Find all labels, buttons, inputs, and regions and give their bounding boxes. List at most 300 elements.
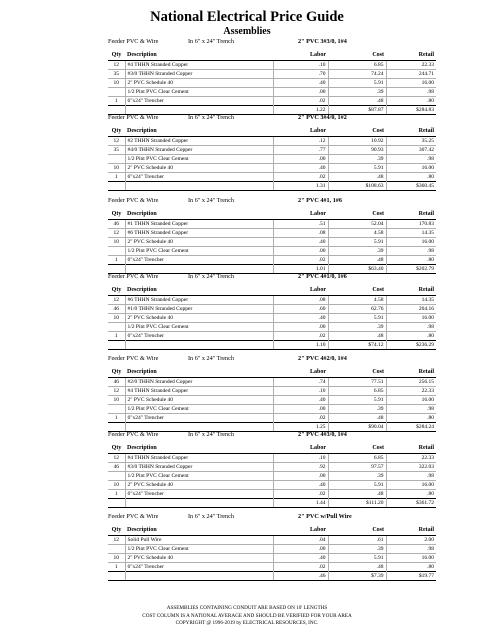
- cell-qty: 12: [108, 137, 125, 146]
- table-row: [108, 155, 488, 164]
- cell-qty: 10: [108, 396, 125, 405]
- table-row: [108, 554, 488, 563]
- cell-desc: 6"x24" Trencher: [125, 414, 273, 423]
- cell-desc: 1/2 Pint PVC Clear Cement: [125, 323, 273, 332]
- table-row: [108, 454, 488, 463]
- assembly-table: [108, 524, 488, 581]
- cell-retail: 170.83: [386, 220, 436, 229]
- cell-cost: .48: [328, 563, 386, 572]
- row-spacer: [436, 146, 488, 155]
- row-spacer: [436, 387, 488, 396]
- cell-desc: 1/2 Pint PVC Clear Cement: [125, 155, 273, 164]
- cell-retail: 16.00: [386, 238, 436, 247]
- total-cost: $108.63: [328, 182, 386, 191]
- cell-qty: 12: [108, 387, 125, 396]
- cell-cost: 6.85: [328, 61, 386, 70]
- cell-labor: .00: [273, 472, 328, 481]
- cell-retail: .98: [386, 472, 436, 481]
- cell-retail: 22.33: [386, 454, 436, 463]
- cell-cost: 5.91: [328, 238, 386, 247]
- footer-line: ASSEMBLIES CONTAINING CONDUIT ARE BASED ON 10' LENGTHS: [166, 605, 328, 611]
- table-row: [108, 88, 488, 97]
- cell-labor: .02: [273, 563, 328, 572]
- cell-qty: 12: [108, 536, 125, 545]
- cell-qty: 10: [108, 164, 125, 173]
- table-row: [108, 305, 488, 314]
- cell-retail: .98: [386, 88, 436, 97]
- table-row: [108, 536, 488, 545]
- table-row: [108, 378, 488, 387]
- total-blank: [125, 182, 273, 191]
- table-header-row: [108, 442, 488, 454]
- assembly-table: [108, 284, 488, 350]
- footer-line: COST COLUMN IS A NATIONAL AVERAGE AND SHOULD BE VERIFIED FOR YOUR AREA: [142, 612, 352, 619]
- assembly-table: [108, 125, 488, 191]
- cell-qty: 1: [108, 490, 125, 499]
- column-header-labor: Labor: [273, 208, 328, 220]
- total-labor: 1.31: [273, 182, 328, 191]
- cell-desc: #4 THHN Stranded Copper: [125, 454, 273, 463]
- column-header-desc: Description: [125, 366, 273, 378]
- cell-labor: .08: [273, 229, 328, 238]
- cell-labor: .10: [273, 454, 328, 463]
- table-row: [108, 472, 488, 481]
- total-row: [108, 341, 488, 350]
- column-spacer: [436, 125, 488, 137]
- cell-qty: 10: [108, 481, 125, 490]
- cell-labor: .70: [273, 70, 328, 79]
- cell-retail: 16.00: [386, 314, 436, 323]
- total-cost: $7.39: [328, 572, 386, 581]
- cell-qty: [108, 155, 125, 164]
- row-spacer: [436, 305, 488, 314]
- cell-cost: 5.91: [328, 164, 386, 173]
- total-cost: $90.04: [328, 423, 386, 432]
- cell-desc: #4 THHN Stranded Copper: [125, 387, 273, 396]
- table-header-row: [108, 366, 488, 378]
- column-header-labor: Labor: [273, 49, 328, 61]
- total-row: [108, 499, 488, 508]
- total-labor: .46: [273, 572, 328, 581]
- table-row: [108, 545, 488, 554]
- cell-cost: 5.91: [328, 481, 386, 490]
- section-pipe: 2" PVC 3#3/0, 1#4: [298, 38, 347, 45]
- cell-desc: #2 THHN Stranded Copper: [125, 137, 273, 146]
- column-header-labor: Labor: [273, 284, 328, 296]
- cell-retail: 322.03: [386, 463, 436, 472]
- row-spacer: [436, 164, 488, 173]
- total-spacer: [436, 182, 488, 191]
- cell-labor: .77: [273, 146, 328, 155]
- cell-cost: 74.24: [328, 70, 386, 79]
- cell-cost: 5.91: [328, 554, 386, 563]
- total-retail: $236.29: [386, 341, 436, 350]
- cell-desc: 6"x24" Trencher: [125, 173, 273, 182]
- section-name: Feeder PVC & Wire: [108, 355, 159, 362]
- row-spacer: [436, 238, 488, 247]
- row-spacer: [436, 378, 488, 387]
- cell-cost: .48: [328, 414, 386, 423]
- cell-desc: 1/2 Pint PVC Clear Cement: [125, 405, 273, 414]
- table-row: [108, 396, 488, 405]
- cell-labor: .12: [273, 137, 328, 146]
- cell-cost: 77.51: [328, 378, 386, 387]
- table-row: [108, 563, 488, 572]
- cell-cost: 97.57: [328, 463, 386, 472]
- row-spacer: [436, 155, 488, 164]
- cell-desc: #6 THHN Stranded Copper: [125, 296, 273, 305]
- cell-labor: .00: [273, 323, 328, 332]
- table-header-row: [108, 49, 488, 61]
- cell-labor: .40: [273, 481, 328, 490]
- section-pipe: 2" PVC 3#4/0, 1#2: [298, 114, 347, 121]
- table-row: [108, 238, 488, 247]
- column-header-labor: Labor: [273, 125, 328, 137]
- cell-cost: .61: [328, 536, 386, 545]
- cell-qty: [108, 545, 125, 554]
- cell-labor: .40: [273, 164, 328, 173]
- section-pipe: 2" PVC 4#1/0, 1#6: [298, 273, 347, 280]
- table-row: [108, 332, 488, 341]
- cell-desc: #3/0 THHN Stranded Copper: [125, 463, 273, 472]
- cell-labor: .74: [273, 378, 328, 387]
- cell-qty: 1: [108, 563, 125, 572]
- row-spacer: [436, 536, 488, 545]
- total-blank: [108, 499, 125, 508]
- cell-retail: 204.16: [386, 305, 436, 314]
- cell-desc: Solid Pull Wire: [125, 536, 273, 545]
- total-blank: [108, 341, 125, 350]
- column-header-retail: Retail: [386, 366, 436, 378]
- total-retail: $284.83: [386, 106, 436, 115]
- column-header-desc: Description: [125, 49, 273, 61]
- cell-cost: 52.04: [328, 220, 386, 229]
- cell-cost: .39: [328, 472, 386, 481]
- table-row: [108, 414, 488, 423]
- cell-cost: 62.76: [328, 305, 386, 314]
- cell-retail: .80: [386, 332, 436, 341]
- total-blank: [125, 499, 273, 508]
- section-name: Feeder PVC & Wire: [108, 273, 159, 280]
- table-header-row: [108, 125, 488, 137]
- cell-cost: 5.91: [328, 396, 386, 405]
- column-header-retail: Retail: [386, 49, 436, 61]
- cell-labor: .40: [273, 554, 328, 563]
- cell-retail: 35.25: [386, 137, 436, 146]
- column-header-retail: Retail: [386, 442, 436, 454]
- cell-labor: .92: [273, 463, 328, 472]
- row-spacer: [436, 405, 488, 414]
- footer-line: COPYRIGHT @ 1996-2019 by ELECTRICAL RESOURCES, INC.: [175, 620, 319, 626]
- cell-cost: 5.91: [328, 79, 386, 88]
- row-spacer: [436, 314, 488, 323]
- column-header-retail: Retail: [386, 524, 436, 536]
- section-trench: In 6" x 24" Trench: [188, 431, 234, 438]
- total-spacer: [436, 499, 488, 508]
- cell-retail: 307.42: [386, 146, 436, 155]
- row-spacer: [436, 220, 488, 229]
- column-header-cost: Cost: [328, 366, 386, 378]
- cell-qty: 1: [108, 173, 125, 182]
- row-spacer: [436, 454, 488, 463]
- cell-cost: .48: [328, 256, 386, 265]
- section-pipe: 2" PVC 4#3/0, 1#4: [298, 431, 347, 438]
- cell-cost: .39: [328, 545, 386, 554]
- cell-cost: .39: [328, 405, 386, 414]
- table-row: [108, 70, 488, 79]
- cell-labor: .02: [273, 414, 328, 423]
- column-spacer: [436, 442, 488, 454]
- cell-cost: 6.85: [328, 387, 386, 396]
- row-spacer: [436, 414, 488, 423]
- section-name: Feeder PVC & Wire: [108, 114, 159, 121]
- total-blank: [108, 182, 125, 191]
- cell-qty: 12: [108, 296, 125, 305]
- cell-desc: 2" PVC Schedule 40: [125, 554, 273, 563]
- section-trench: In 6" x 24" Trench: [188, 114, 234, 121]
- cell-qty: 10: [108, 238, 125, 247]
- cell-retail: 256.15: [386, 378, 436, 387]
- cell-labor: .00: [273, 247, 328, 256]
- cell-qty: 12: [108, 61, 125, 70]
- table-row: [108, 387, 488, 396]
- total-cost: $74.12: [328, 341, 386, 350]
- cell-cost: .39: [328, 323, 386, 332]
- column-header-labor: Labor: [273, 442, 328, 454]
- cell-labor: .02: [273, 97, 328, 106]
- assembly-table: [108, 442, 488, 508]
- cell-qty: 12: [108, 454, 125, 463]
- assembly-table: [108, 49, 488, 115]
- document-subtitle: Assemblies: [223, 26, 271, 37]
- section-heading: [108, 272, 488, 282]
- table-row: [108, 61, 488, 70]
- column-spacer: [436, 524, 488, 536]
- cell-desc: 6"x24" Trencher: [125, 490, 273, 499]
- cell-retail: .98: [386, 405, 436, 414]
- cell-desc: 1/2 Pint PVC Clear Cement: [125, 545, 273, 554]
- cell-desc: 2" PVC Schedule 40: [125, 164, 273, 173]
- row-spacer: [436, 247, 488, 256]
- cell-labor: .40: [273, 238, 328, 247]
- table-row: [108, 481, 488, 490]
- cell-labor: .02: [273, 173, 328, 182]
- total-retail: $361.72: [386, 499, 436, 508]
- cell-retail: 14.35: [386, 296, 436, 305]
- column-header-labor: Labor: [273, 524, 328, 536]
- column-header-desc: Description: [125, 208, 273, 220]
- cell-labor: .10: [273, 61, 328, 70]
- cell-qty: [108, 472, 125, 481]
- cell-labor: .04: [273, 536, 328, 545]
- document-title: National Electrical Price Guide: [150, 9, 344, 25]
- cell-retail: .98: [386, 247, 436, 256]
- cell-labor: .40: [273, 79, 328, 88]
- column-spacer: [436, 284, 488, 296]
- cell-retail: .80: [386, 173, 436, 182]
- cell-desc: #4/0 THHN Stranded Copper: [125, 146, 273, 155]
- section-trench: In 6" x 24" Trench: [188, 38, 234, 45]
- cell-retail: 16.00: [386, 396, 436, 405]
- section-pipe: 2" PVC 4#2/0, 1#4: [298, 355, 347, 362]
- column-header-cost: Cost: [328, 49, 386, 61]
- column-header-retail: Retail: [386, 284, 436, 296]
- cell-desc: 2" PVC Schedule 40: [125, 238, 273, 247]
- cell-labor: .40: [273, 314, 328, 323]
- column-spacer: [436, 208, 488, 220]
- cell-labor: .08: [273, 296, 328, 305]
- total-labor: 1.22: [273, 106, 328, 115]
- total-retail: $202.79: [386, 265, 436, 274]
- total-row: [108, 182, 488, 191]
- cell-qty: [108, 88, 125, 97]
- row-spacer: [436, 137, 488, 146]
- cell-qty: 1: [108, 97, 125, 106]
- total-blank: [125, 572, 273, 581]
- cell-qty: 10: [108, 79, 125, 88]
- section-name: Feeder PVC & Wire: [108, 431, 159, 438]
- row-spacer: [436, 332, 488, 341]
- row-spacer: [436, 563, 488, 572]
- cell-qty: [108, 247, 125, 256]
- total-blank: [108, 572, 125, 581]
- cell-cost: .39: [328, 88, 386, 97]
- total-labor: 1.10: [273, 341, 328, 350]
- cell-labor: .00: [273, 545, 328, 554]
- column-header-cost: Cost: [328, 524, 386, 536]
- cell-retail: 16.00: [386, 79, 436, 88]
- total-retail: $284.24: [386, 423, 436, 432]
- table-row: [108, 296, 488, 305]
- cell-labor: .00: [273, 155, 328, 164]
- assembly-table: [108, 208, 488, 274]
- table-row: [108, 490, 488, 499]
- row-spacer: [436, 70, 488, 79]
- cell-labor: .00: [273, 88, 328, 97]
- cell-retail: .80: [386, 563, 436, 572]
- cell-desc: 2" PVC Schedule 40: [125, 314, 273, 323]
- cell-retail: .80: [386, 256, 436, 265]
- section-name: Feeder PVC & Wire: [108, 513, 159, 520]
- column-header-qty: Qty: [108, 284, 125, 296]
- row-spacer: [436, 554, 488, 563]
- cell-cost: 5.91: [328, 314, 386, 323]
- row-spacer: [436, 229, 488, 238]
- section-trench: In 6" x 24" Trench: [188, 355, 234, 362]
- table-row: [108, 323, 488, 332]
- row-spacer: [436, 472, 488, 481]
- total-labor: 1.01: [273, 265, 328, 274]
- total-spacer: [436, 341, 488, 350]
- cell-qty: 46: [108, 463, 125, 472]
- cell-labor: .40: [273, 396, 328, 405]
- total-spacer: [436, 572, 488, 581]
- table-row: [108, 173, 488, 182]
- table-row: [108, 247, 488, 256]
- column-header-qty: Qty: [108, 442, 125, 454]
- total-labor: 1.25: [273, 423, 328, 432]
- column-header-qty: Qty: [108, 524, 125, 536]
- column-header-qty: Qty: [108, 49, 125, 61]
- column-header-desc: Description: [125, 284, 273, 296]
- cell-retail: 14.35: [386, 229, 436, 238]
- column-header-cost: Cost: [328, 125, 386, 137]
- cell-desc: #1 THHN Stranded Copper: [125, 220, 273, 229]
- column-header-labor: Labor: [273, 366, 328, 378]
- cell-retail: .98: [386, 545, 436, 554]
- column-header-cost: Cost: [328, 208, 386, 220]
- row-spacer: [436, 61, 488, 70]
- column-header-retail: Retail: [386, 208, 436, 220]
- footer-notes: [0, 605, 494, 628]
- cell-qty: 46: [108, 220, 125, 229]
- column-header-cost: Cost: [328, 284, 386, 296]
- table-row: [108, 463, 488, 472]
- cell-retail: .98: [386, 323, 436, 332]
- cell-qty: 10: [108, 314, 125, 323]
- row-spacer: [436, 173, 488, 182]
- cell-desc: 1/2 Pint PVC Clear Cement: [125, 472, 273, 481]
- cell-qty: 1: [108, 414, 125, 423]
- cell-retail: .80: [386, 490, 436, 499]
- cell-qty: 35: [108, 146, 125, 155]
- table-row: [108, 220, 488, 229]
- table-row: [108, 164, 488, 173]
- row-spacer: [436, 97, 488, 106]
- row-spacer: [436, 79, 488, 88]
- cell-cost: 10.92: [328, 137, 386, 146]
- section-trench: In 6" x 24" Trench: [188, 273, 234, 280]
- table-header-row: [108, 208, 488, 220]
- section-trench: In 6" x 24" Trench: [188, 513, 234, 520]
- section-name: Feeder PVC & Wire: [108, 38, 159, 45]
- cell-labor: .02: [273, 332, 328, 341]
- cell-qty: 1: [108, 332, 125, 341]
- section-heading: [108, 113, 488, 123]
- total-labor: 1.44: [273, 499, 328, 508]
- table-row: [108, 146, 488, 155]
- total-cost: $87.87: [328, 106, 386, 115]
- cell-cost: .48: [328, 173, 386, 182]
- row-spacer: [436, 463, 488, 472]
- total-retail: $19.77: [386, 572, 436, 581]
- cell-cost: 4.58: [328, 296, 386, 305]
- cell-qty: 10: [108, 554, 125, 563]
- assembly-table: [108, 366, 488, 432]
- row-spacer: [436, 256, 488, 265]
- cell-desc: 6"x24" Trencher: [125, 97, 273, 106]
- cell-cost: .39: [328, 247, 386, 256]
- column-header-qty: Qty: [108, 366, 125, 378]
- table-header-row: [108, 284, 488, 296]
- cell-cost: 4.58: [328, 229, 386, 238]
- column-header-desc: Description: [125, 524, 273, 536]
- column-header-cost: Cost: [328, 442, 386, 454]
- row-spacer: [436, 481, 488, 490]
- table-row: [108, 229, 488, 238]
- cell-cost: .48: [328, 490, 386, 499]
- cell-retail: 22.33: [386, 61, 436, 70]
- total-cost: $63.40: [328, 265, 386, 274]
- cell-desc: 6"x24" Trencher: [125, 563, 273, 572]
- total-cost: $111.20: [328, 499, 386, 508]
- cell-desc: 6"x24" Trencher: [125, 256, 273, 265]
- section-heading: [108, 430, 488, 440]
- cell-retail: 2.00: [386, 536, 436, 545]
- cell-qty: 35: [108, 70, 125, 79]
- cell-labor: .10: [273, 387, 328, 396]
- cell-retail: 16.00: [386, 481, 436, 490]
